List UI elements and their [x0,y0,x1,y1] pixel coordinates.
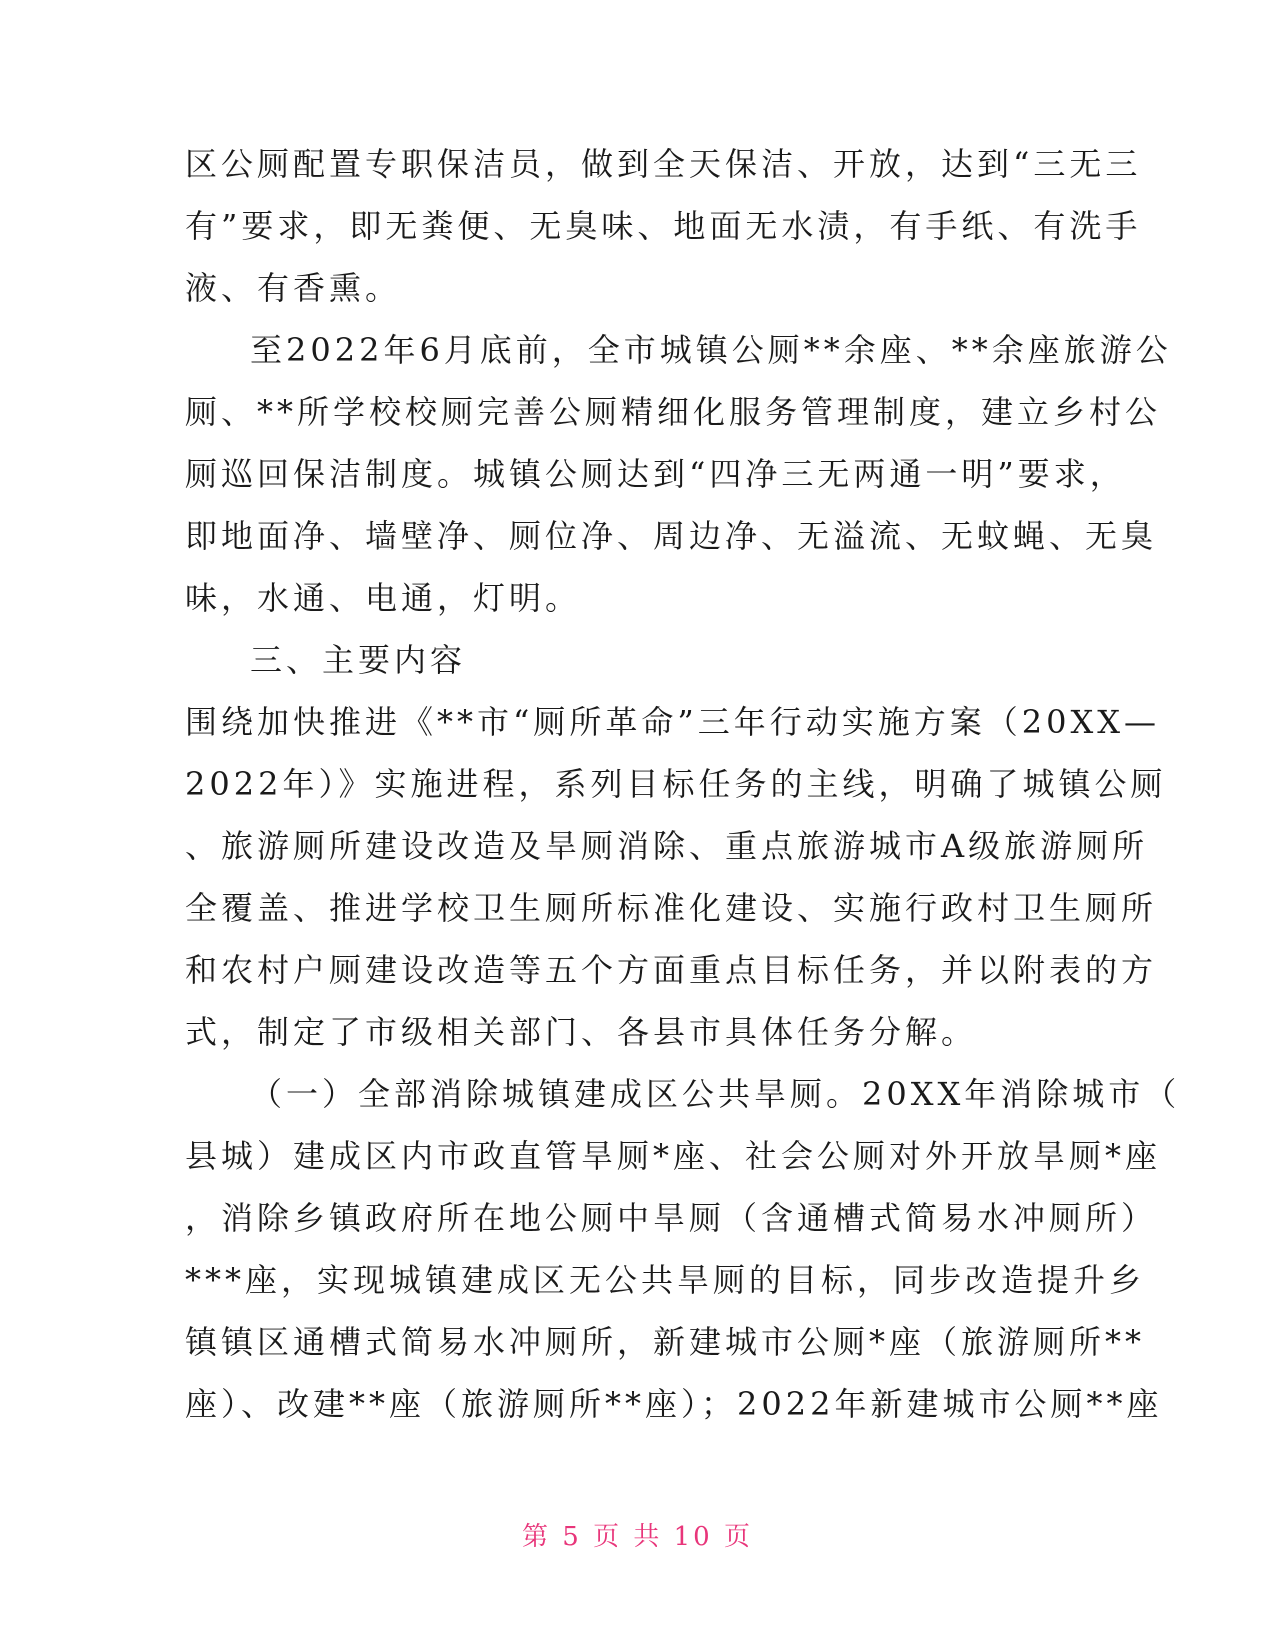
text-line: （一）全部消除城镇建成区公共旱厕。20XX年消除城市（ [250,1075,1181,1113]
text-line: ***座，实现城镇建成区无公共旱厕的目标，同步改造提升乡 [185,1261,1146,1299]
text-line: 即地面净、墙壁净、厕位净、周边净、无溢流、无蚊蝇、无臭 [185,517,1158,555]
text-line: 味，水通、电通，灯明。 [185,579,582,617]
text-line: 厕、**所学校校厕完善公厕精细化服务管理制度，建立乡村公 [185,393,1162,431]
text-line: 厕巡回保洁制度。城镇公厕达到“四净三无两通一明”要求， [185,455,1126,493]
text-line: 全覆盖、推进学校卫生厕所标准化建设、实施行政村卫生厕所 [185,889,1158,927]
text-line: 至2022年6月底前，全市城镇公厕**余座、**余座旅游公 [250,331,1172,369]
section-heading: 三、主要内容 [250,641,467,679]
text-line: 液、有香熏。 [185,269,402,307]
text-line: 镇镇区通槽式简易水冲厕所，新建城市公厕*座（旅游厕所** [185,1323,1146,1361]
text-line: 式，制定了市级相关部门、各县市具体任务分解。 [185,1013,978,1051]
text-line: 和农村户厕建设改造等五个方面重点目标任务，并以附表的方 [185,951,1158,989]
text-line: 围绕加快推进《**市“厕所革命”三年行动实施方案（20XX— [185,703,1161,741]
page-number: 第 5 页 共 10 页 [522,1522,753,1552]
text-line: 有”要求，即无粪便、无臭味、地面无水渍，有手纸、有洗手 [185,207,1142,245]
text-line: 县城）建成区内市政直管旱厕*座、社会公厕对外开放旱厕*座 [185,1137,1162,1175]
text-line: 区公厕配置专职保洁员，做到全天保洁、开放，达到“三无三 [185,145,1142,183]
text-line: 、旅游厕所建设改造及旱厕消除、重点旅游城市A级旅游厕所 [185,827,1149,865]
text-line: 座）、改建**座（旅游厕所**座）；2022年新建城市公厕**座 [185,1385,1163,1423]
text-line: ，消除乡镇政府所在地公厕中旱厕（含通槽式简易水冲厕所） [185,1199,1158,1237]
text-line: 2022年）》实施进程，系列目标任务的主线，明确了城镇公厕 [185,765,1167,803]
